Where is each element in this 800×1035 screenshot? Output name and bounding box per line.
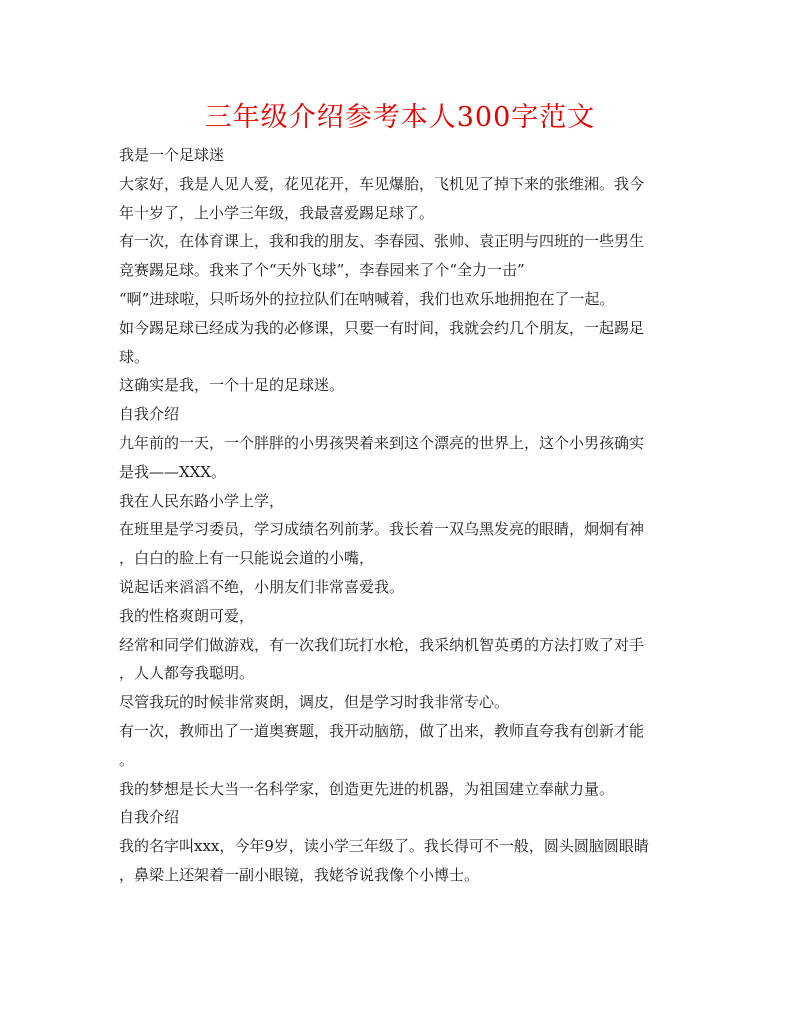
- text-line: 我是一个足球迷: [119, 146, 225, 164]
- text-line: 我的名字叫xxx，今年9岁，读小学三年级了。我长得可不一般，圆头圆脑圆眼睛: [119, 837, 649, 856]
- text-line: 球。: [119, 347, 150, 366]
- text-line: 尽管我玩的时候非常爽朗，调皮，但是学习时我非常专心。: [119, 693, 510, 712]
- text-line: 有一次，教师出了一道奥赛题，我开动脑筋，做了出来，教师直夸我有创新才能: [119, 721, 645, 740]
- document-body: [119, 141, 679, 890]
- text-line: ，白白的脸上有一只能说会道的小嘴，: [119, 549, 375, 568]
- text-line: 在班里是学习委员，学习成绩名列前茅。我长着一双乌黑发亮的眼睛，炯炯有神: [119, 520, 645, 539]
- text-line: 大家好，我是人见人爱，花见花开，车见爆胎，飞机见了掉下来的张维湘。我今: [119, 174, 645, 193]
- text-line: 有一次，在体育课上，我和我的朋友、李春园、张帅、袁正明与四班的一些男生: [119, 232, 645, 251]
- text-line: 竞赛踢足球。我来了个“天外飞球”，李春园来了个“全力一击”: [119, 261, 525, 280]
- text-line: “啊”进球啦，只听场外的拉拉队们在呐喊着，我们也欢乐地拥抱在了一起。: [119, 289, 615, 308]
- text-line: ，人人都夸我聪明。: [119, 664, 255, 683]
- text-line: 是我——XXX。: [119, 462, 227, 481]
- text-line: 我的梦想是长大当一名科学家，创造更先进的机器，为祖国建立奉献力量。: [119, 779, 615, 798]
- section-heading: 自我介绍: [119, 808, 180, 827]
- text-line: 这确实是我，一个十足的足球迷。: [119, 376, 345, 395]
- text-line: 如今踢足球已经成为我的必修课，只要一有时间，我就会约几个朋友，一起踢足: [119, 318, 645, 337]
- document-title: 三年级介绍参考本人300字范文: [204, 102, 596, 133]
- text-line: 我在人民东路小学上学，: [119, 491, 285, 510]
- text-line: 经常和同学们做游戏，有一次我们玩打水枪，我采纳机智英勇的方法打败了对手: [119, 635, 645, 654]
- section-heading: 自我介绍: [119, 405, 180, 424]
- text-line: 我的性格爽朗可爱，: [119, 606, 255, 625]
- text-line: 。: [119, 750, 135, 769]
- text-line: 九年前的一天，一个胖胖的小男孩哭着来到这个漂亮的世界上，这个小男孩确实: [119, 433, 645, 452]
- text-line: 年十岁了，上小学三年级，我最喜爱踢足球了。: [119, 203, 435, 222]
- text-line: ，鼻梁上还架着一副小眼镜，我姥爷说我像个小博士。: [119, 865, 480, 884]
- text-line: 说起话来滔滔不绝，小朋友们非常喜爱我。: [119, 577, 405, 596]
